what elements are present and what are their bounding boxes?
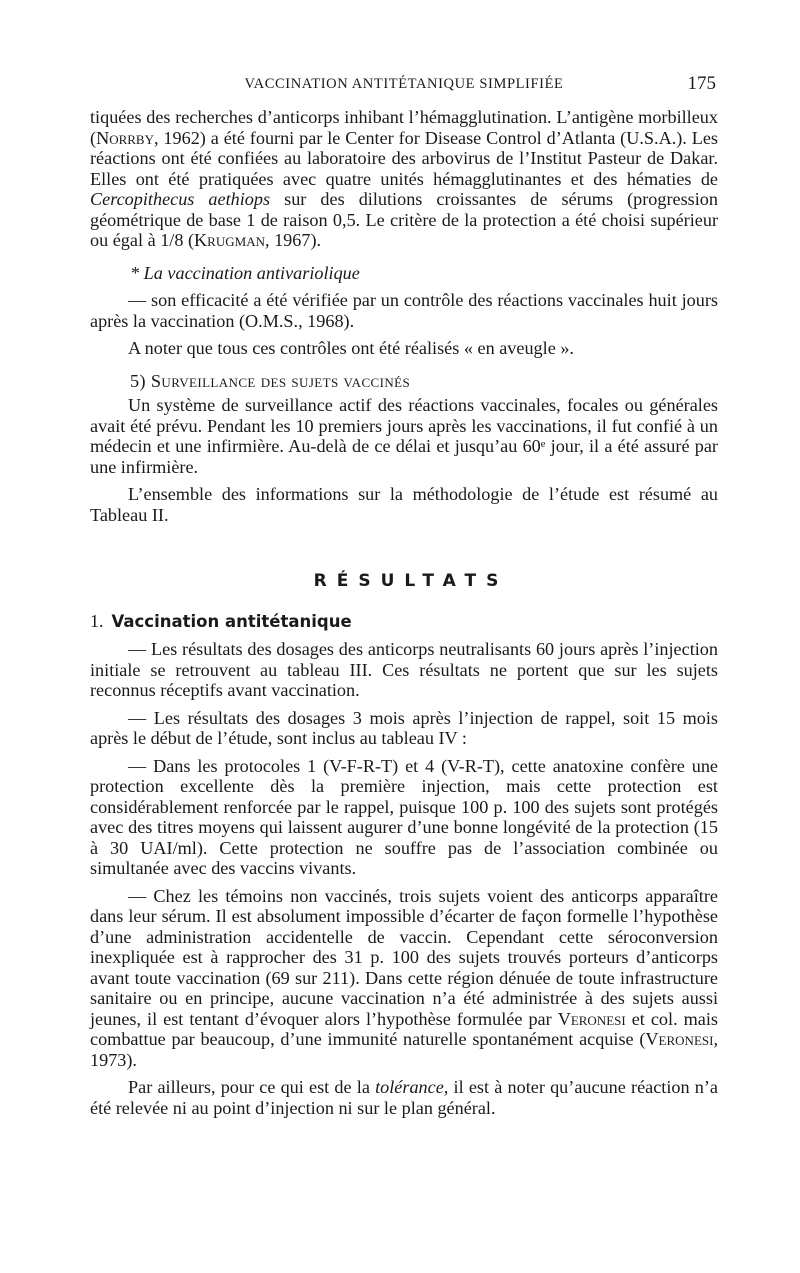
paragraph-serology-methods: tiquées des recherches d’anticorps inhibant l’hémagglutination. L’antigène morbilleux (Norrby, 1962) a été fourni par le Center for Disease Control d’Atlanta (U.S.A.). Les réactions ont été confiées au laboratoire des arbovirus de l’Institut Pasteur de Dakar. Elles ont été pratiquées avec quatre unités hémagglutinantes et des hématies de Cercopithecus aethiops sur des dilutions croissantes de sérums (progression géométrique de base 1 de raison 0,5. Le critère de la protection a été choisi supérieur ou égal à 1/8 (Krugman, 1967). (90, 107, 718, 250)
running-head (90, 66, 718, 96)
section-title-resultats: RÉSULTATS (313, 571, 509, 591)
paragraph-surveillance: Un système de surveillance actif des réactions vaccinales, focales ou générales avait été prévu. Pendant les 10 premiers jours après les vaccinations, il fut confié à un médecin et une infirmière. Au-delà de ce délai et jusqu’au 60ᵉ jour, il a été assuré par une infirmière. (90, 395, 718, 477)
paragraph-methodology-summary: L’ensemble des informations sur la méthodologie de l’étude est résumé au Tableau II. (90, 484, 718, 525)
subsection-number: 1. (90, 611, 104, 631)
emphasis-tolerance: tolérance, (375, 1077, 449, 1097)
paragraph-results-60-days: — Les résultats des dosages des anticorps neutralisants 60 jours après l’injection initiale se retrouvent au tableau III. Ces résultats ne portent que sur les sujets reconnus réceptifs avant vaccination. (90, 639, 718, 700)
heading-surveillance: 5) Surveillance des sujets vaccinés (130, 370, 411, 391)
page (90, 66, 718, 1118)
paragraph-controls: — Chez les témoins non vaccinés, trois sujets voient des anticorps apparaître dans leur sérum. Il est absolument impossible d’écarter de façon formelle l’hypothèse d’une administration accidentelle de vaccin. Cependant cette séroconversion inexpliquée est à rapprocher des 31 p. 100 des sujets trouvés porteurs d’anticorps avant toute vaccination (69 sur 211). Dans cette région dénuée de toute infrastructure sanitaire ou en principe, aucune vaccination n’a été administrée à des sujets aussi jeunes, il est tentant d’évoquer alors l’hypothèse formulée par Veronesi et col. mais combattue par beaucoup, d’une immunité naturelle spontanément acquise (Veronesi, 1973). (90, 885, 718, 1070)
paragraph-protocols: — Dans les protocoles 1 (V-F-R-T) et 4 (V-R-T), cette anatoxine confère une protection excellente dès la première injection, mais cette protection est considérablement renforcée par le rappel, puisque 100 p. 100 des sujets sont protégés avec des titres moyens qui laissent augurer d’une bonne longévité de la protection (15 à 30 UAI/ml). Cette protection ne souffre pas de l’association combinée ou simultanée avec des vaccins vivants. (90, 755, 718, 878)
species-name: Cercopithecus aethiops (90, 189, 271, 209)
paragraph-blind-note: A noter que tous ces contrôles ont été réalisés « en aveugle ». (128, 338, 574, 358)
heading-antivariolique: * La vaccination antivariolique (130, 262, 360, 283)
author-citation: Krugman (194, 230, 265, 250)
paragraph-antivariolique-control: — son efficacité a été vérifiée par un contrôle des réactions vaccinales huit jours après la vaccination (O.M.S., 1968). (90, 290, 718, 331)
subsection-title (90, 611, 718, 632)
paragraph-tolerance: Par ailleurs, pour ce qui est de la tolérance, il est à noter qu’aucune réaction n’a été relevée ni au point d’injection ni sur le plan général. (90, 1077, 718, 1118)
page-number: 175 (687, 73, 716, 94)
author-citation: Veronesi (557, 1008, 626, 1029)
running-title: VACCINATION ANTITÉTANIQUE SIMPLIFIÉE (244, 76, 564, 92)
author-citation: Veronesi (645, 1029, 714, 1049)
subsection-title-text: Vaccination antitétanique (111, 612, 352, 631)
paragraph-results-booster: — Les résultats des dosages 3 mois après l’injection de rappel, soit 15 mois après le début de l’étude, sont inclus au tableau IV : (90, 707, 718, 748)
author-citation: Norrby (96, 127, 154, 148)
